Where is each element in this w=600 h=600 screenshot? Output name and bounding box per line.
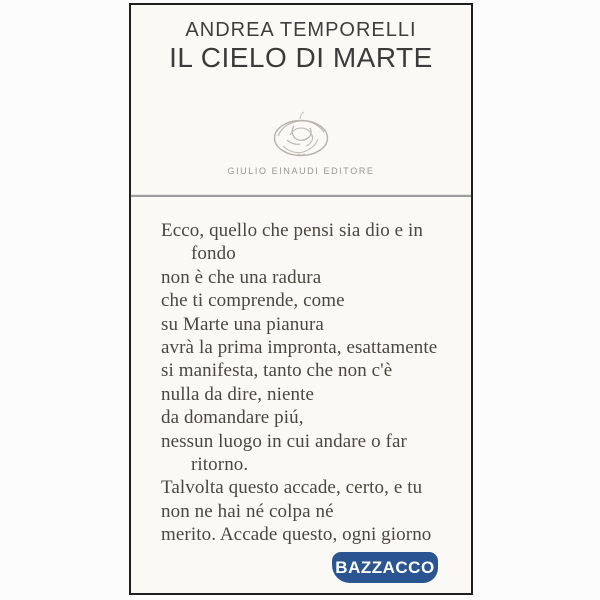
poem-line: nessun luogo in cui andare o far (161, 430, 407, 452)
poem-line: Talvolta questo accade, certo, e tu (161, 477, 423, 499)
poem-text (161, 219, 465, 547)
divider-line (131, 194, 471, 197)
book-cover (129, 3, 473, 595)
poem-line: nulla da dire, niente (161, 383, 314, 405)
poem-line: su Marte una pianura (161, 313, 324, 335)
poem-line: si manifesta, tanto che non c'è (161, 360, 393, 382)
poem-line: non ne hai né colpa né (161, 500, 334, 522)
einaudi-ostrich-logo-icon (270, 109, 332, 161)
poem-line: che ti comprende, come (161, 290, 345, 312)
poem-line: Ecco, quello che pensi sia dio e in (161, 220, 424, 241)
book-title: IL CIELO DI MARTE (169, 42, 433, 73)
poem-line: non è che una radura (161, 266, 322, 288)
poem-line: merito. Accade questo, ogni giorno (161, 524, 432, 546)
poem-line: fondo (191, 243, 236, 265)
poem-line: avrà la prima impronta, esattamente (161, 337, 438, 359)
bazzacco-watermark-badge: BAZZACCO (332, 552, 438, 583)
poem-line: da domandare piú, (161, 407, 304, 429)
publisher-name: GIULIO EINAUDI EDITORE (227, 166, 375, 176)
poem-line: ritorno. (191, 454, 249, 476)
author-name: ANDREA TEMPORELLI (185, 19, 417, 41)
